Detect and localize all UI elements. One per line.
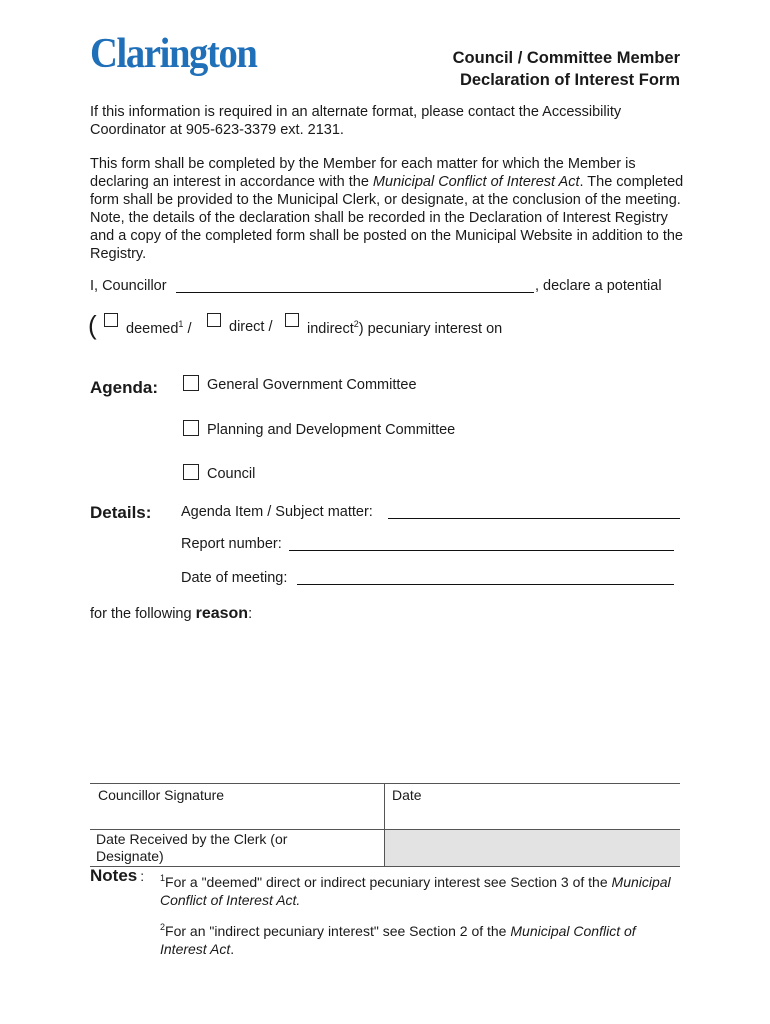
indirect-checkbox[interactable] xyxy=(285,313,299,329)
councillor-signature-label: Councillor Signature xyxy=(98,787,225,803)
instructions-text-1: This form shall be completed by the Member for each matter for which the Member is declaring an interest in accordance with the xyxy=(90,156,636,190)
direct-checkbox[interactable] xyxy=(207,313,221,329)
checkbox-square-icon xyxy=(183,420,199,436)
instructions-act-name: Municipal Conflict of Interest Act xyxy=(372,174,580,190)
instructions-paragraph xyxy=(90,155,685,263)
instructions-text-2: . The completed form shall be provided to the Municipal Clerk, or designate, at the conclusion of the meeting. Note, the details of the declaration shall be recorded in the Declaration of Interest Registry and a copy of the completed form shall be posted on the Municipal Website in addition to the Registry. xyxy=(90,174,684,262)
date-label: Date xyxy=(392,787,422,803)
councillor-name-field[interactable] xyxy=(176,292,534,293)
agenda-heading: Agenda: xyxy=(90,378,158,397)
notes-heading: Notes : xyxy=(90,866,145,885)
checkbox-square-icon xyxy=(285,313,299,327)
agenda-option-label: General Government Committee xyxy=(207,377,417,393)
page-title xyxy=(453,47,680,91)
date-received-label: Date Received by the Clerk (or Designate) xyxy=(96,831,288,864)
report-number-field[interactable] xyxy=(289,550,674,551)
accessibility-notice: If this information is required in an alternate format, please contact the Accessibility Coordinator at 905-623-3379 ext. 2131. xyxy=(90,104,622,138)
checkbox-square-icon xyxy=(104,313,118,327)
agenda-item-field[interactable] xyxy=(388,518,680,519)
agenda-option-label: Council xyxy=(207,466,256,482)
agenda-option-council[interactable] xyxy=(183,464,255,482)
table-divider xyxy=(90,829,680,830)
checkbox-square-icon xyxy=(183,375,199,391)
clerk-date-cell[interactable] xyxy=(385,830,680,866)
declare-potential-text: , declare a potential xyxy=(535,278,662,294)
details-heading: Details: xyxy=(90,503,152,522)
signature-table xyxy=(90,783,680,867)
note-2: $^2$For an "indirect pecuniary interest" see Section 2 of the Municipal Conflict of Interest Act. xyxy=(160,922,636,957)
reason-label: for the following reason: xyxy=(90,605,253,622)
deemed-checkbox[interactable] xyxy=(104,313,118,329)
clarington-logo: Clarington xyxy=(90,31,257,77)
title-line-1: Council / Committee Member xyxy=(452,49,680,67)
checkbox-square-icon xyxy=(207,313,221,327)
report-number-label: Report number: xyxy=(181,536,282,552)
deemed-label: deemed$^1$ / xyxy=(126,319,192,337)
direct-label: direct / xyxy=(229,319,273,335)
title-line-2: Declaration of Interest Form xyxy=(459,71,680,89)
reason-text-area[interactable] xyxy=(90,628,680,778)
agenda-option-planning-development[interactable] xyxy=(183,420,455,438)
agenda-option-label: Planning and Development Committee xyxy=(207,422,456,438)
councillor-label: I, Councillor xyxy=(90,278,167,294)
note-1: $^1$For a "deemed" direct or indirect pecuniary interest see Section 3 of the Municipal Conflict of Interest Act. xyxy=(160,873,671,908)
agenda-option-general-government[interactable] xyxy=(183,375,417,393)
checkbox-square-icon xyxy=(183,464,199,480)
indirect-label: indirect$^2$) pecuniary interest on xyxy=(307,319,503,337)
meeting-date-field[interactable] xyxy=(297,584,674,585)
open-paren: ( xyxy=(88,310,97,340)
table-divider xyxy=(384,784,385,866)
agenda-item-label: Agenda Item / Subject matter: xyxy=(181,504,373,520)
meeting-date-label: Date of meeting: xyxy=(181,570,288,586)
